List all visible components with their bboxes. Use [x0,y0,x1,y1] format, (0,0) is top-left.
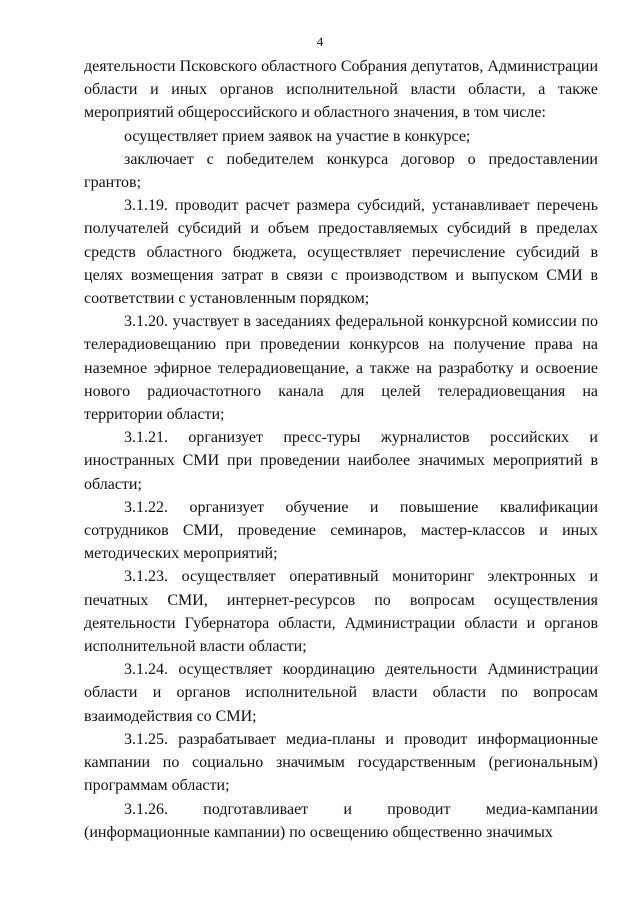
page-number: 4 [316,34,324,49]
paragraph: 3.1.23. осуществляет оперативный мониторинг электронных и печатных СМИ, интернет-ресурсов по вопросам осуществления деятельности Губернатора области, Администрации области и органов исполнительной власти области; [84,568,598,656]
paragraph: деятельности Псковского областного Собрания депутатов, Администрации области и иных органов исполнительной власти области, а также мероприятий общероссийского и областного значения, в том числе: [84,58,598,122]
paragraph: 3.1.19. проводит расчет размера субсидий, устанавливает перечень получателей субсидий и объем предоставляемых субсидий в пределах средств областного бюджета, осуществляет перечисление субсидий в целях возмещения затрат в связи с производством и выпуском СМИ в соответствии с установленным порядком; [84,197,598,308]
paragraph: 3.1.21. организует пресс-туры журналистов российских и иностранных СМИ при проведении наиболее значимых мероприятий в области; [84,429,598,493]
paragraph: осуществляет прием заявок на участие в конкурсе; [124,127,471,145]
paragraph: 3.1.26. подготавливает и проводит медиа-кампании (информационные кампании) по освещению общественно значимых [84,800,598,841]
paragraph: 3.1.25. разрабатывает медиа-планы и проводит информационные кампании по социально значимым государственным (региональным) программам области; [84,730,598,795]
paragraph: 3.1.20. участвует в заседаниях федеральной конкурсной комиссии по телерадиовещанию при проведении конкурсов на получение права на наземное эфирное телерадиовещание, а также на разработку и освоение нового радиочастотного канала для целей телерадиовещания на территории области; [84,313,598,424]
document-body [84,55,598,844]
paragraph: заключает с победителем конкурса договор о предоставлении грантов; [84,150,598,192]
paragraph: 3.1.24. осуществляет координацию деятельности Администрации области и органов исполнительной власти области по вопросам взаимодействия со СМИ; [84,661,598,725]
paragraph: 3.1.22. организует обучение и повышение квалификации сотрудников СМИ, проведение семинаров, мастер-классов и иных методических мероприятий; [84,498,598,563]
